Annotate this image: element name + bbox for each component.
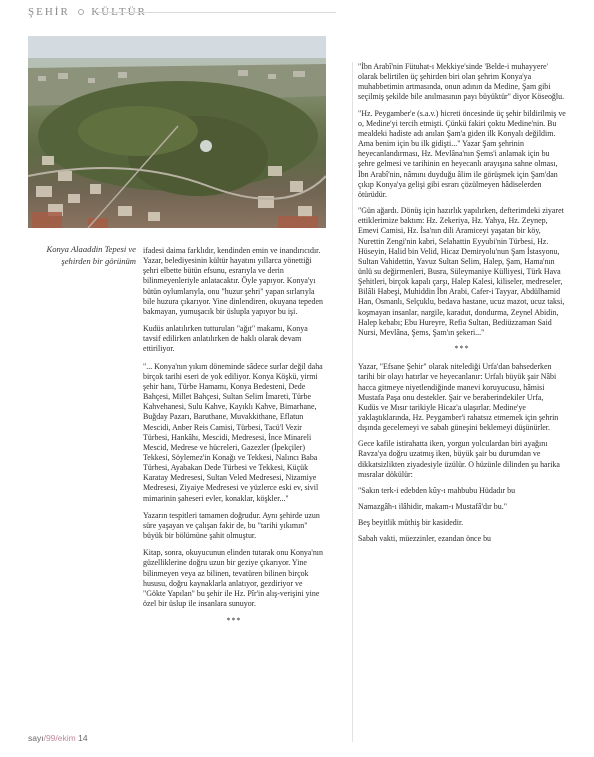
paragraph: "Gün ağardı. Dönüş için hazırlık yapılırken, defterimdeki ziyaret ettiklerimize baktım: Hz. Zekeriya, Hz. Yahya, Hz. Zeynep, Emevi Camisi, Hz. İsa'nın dili Aramiceyi yaşatan bir köy, Nurettin Zengi'nin kabri, Selahattin Eyyubi'nin Türbesi, Hz. Hüseyin, Halid bin Velid, Hicaz Demiryolu'nun Şam İstasyonu, Sultan Vahidettin, Yavuz Sultan Selim, Halep, Şam, Hama'nın ünlü su değirmenleri, Busra, Süleymaniye Külliyesi, Türk Hava Şehitleri, birçok kapalı çarşı, Halep Kalesi, kiliseler, medreseler, Bilâli Habeşi, Muhiddin İbn Arabi, Cafer-i Tayyar, Abdülhamid Han, Osmanlı, Selçuklu, bedava hastane, ucuz mazot, ucuz taksi, koşmayan insanlar, nargile, karadut, dondurma, Zeynel Abidin, Halep kebabı; Ebu Hureyre, Refia Sultan, Bediüzzaman Said Nursi, Mevlâna, Şems, Şam'ın şekeri..." xyxy=(358,206,565,337)
paragraph: Yazarın tespitleri tamamen doğrudur. Aynı şehirde uzun süre yaşayan ve çalışan fakir de, bu "tarihi yıkımın" büyük bir bölümüne şahit olmuştur. xyxy=(143,510,320,541)
page-number: 14 xyxy=(78,733,88,743)
column-divider xyxy=(352,62,353,742)
poem-line: Namazgâh-ı ilâhidir, makam-ı Mustafâ'dır bu." xyxy=(358,502,507,512)
paragraph: "... Konya'nın yıkım döneminde sâdece surlar değil daha birçok tarihi eseri de yok ediliyor. Konya Köşkü, yirmi şehir hanı, Türbe Hamamı, Konya Bedesteni, Dede Bahçesi, Millet Bahçesi, Sultan Selim İmareti, Türbe Kahvehanesi, Sulu Kahve, Kayıklı Kahve, Bimarhane, Buğday Pazarı, Baruthane, Muvakkithane, Eflatun Mescidi, Anber Reis Camisi, Türbesi, Tacü'l Vezir Türbesi, Hankâhı, Mescidi, Medresesi, İnce Minareli Mescid, Medrese ve hücreleri, Gazezler (İpekçiler) Tekkesi, Söylemez'in Konağı ve Tekkesi, Nalıncı Baba Türbesi, Ayabakan Dede Türbesi ve Tekkesi, Küçük Karatay Medresesi, Sultan Veled Medresesi, Nizamiye Medresesi, Ziyaiye Medresesi ve yüzlerce eski ev, sivil mimarinin şaheseri evler, konaklar, köşkler..." xyxy=(143,361,323,503)
paragraph: Gece kafile istirahatta iken, yorgun yolculardan biri ayağını Ravza'ya doğru uzatmış iken, büyük şair bu durumdan ve dikkatsizlikten ziyadesiyle üzülür. O hüzünle dilinden şu harika mısralar dökülür: xyxy=(358,439,560,479)
page-footer xyxy=(28,733,88,743)
header-rule xyxy=(96,12,336,13)
header-kultur: KÜLTÜR xyxy=(91,6,147,18)
poem-line: "Sakın terk-i edebden kûy-ı mahbubu Hüdadır bu xyxy=(358,485,516,495)
header-sehir: ŞEHİR xyxy=(28,6,70,18)
footer-month: ekim xyxy=(57,733,76,743)
paragraph: Yazar, "Efsane Şehir" olarak nitelediği Urfa'dan bahsederken tarihi bir olayı hatırlar ve heyecanlanır: Urfalı büyük şair Nâbi hacca gitmeye niyetlendiğinde manevi koruyucusu, hâmisi Mustafa Paşa onu destekler. Şair ve beraberindekiler Urfa, Kudüs ve Mısır tarikiyle Hicaz'a ulaşırlar. Medine'ye yaklaştıklarında, Hz. Peygamber'i rahatsız etmemek için şehrin dışında gecelemeyi ve sabah güneşini beklemeyi düşünürler. xyxy=(358,362,559,433)
footer-issue: /99/ xyxy=(43,733,58,743)
city-illustration xyxy=(28,36,326,228)
footer-label: sayı xyxy=(28,733,44,743)
paragraph: ifadesi daima farklıdır, kendinden emin ve inandırıcıdır. Yazar, belediyesinin kültür hayatını yıllarca yönettiği şehri elbette bütün efsunu, esrarıyla ve derin bilinmeyenleriyle anlatacaktır. Öyle yapıyor. Konya'yı bütün oylumlarıyla, onu "huzur şehri" yapan sırlarıyla bile huzura çıkarıyor. Yine dinlendiren, okuyana tepeden bakmayan, yumuşacık bir üslupla yapıyor bu işi. xyxy=(143,246,323,316)
article-column-right xyxy=(358,62,566,551)
paragraph: "Hz. Peygamber'e (s.a.v.) hicreti öncesinde üç şehir bildirilmiş ve o, Medine'yi tercih etmişti. Çünkü fakiri çoktu Medine'nin. Bu mealdeki hadiste adı anılan Şam'a giden ilk Konyalı değildim. Ama benim için bu ilk gidişti..." Yazar Şam şehrinin heyecanlandırması, Hz. Mevlâna'nın Şems'i anlamak için bu şehre gelmesi ve tarihinin en heyecanlı arayışına sahne olması, İbn Arabî'nin, nâmını duyduğu âlim ile görüşmek için Şam'dan çıkıp Konya'ya gelişi gibi esrarı çözülmeyen hâdiselerden ötürüdür. xyxy=(358,108,566,199)
paragraph: "İbn Arabî'nin Fütuhat-ı Mekkiye'sinde 'Belde-i muhayyere' olarak belirtilen üç şehirden biri olan şehrim Konya'ya muhabbetimin artmasında, onun adının da Medine, Şam gibi seçilmiş şekilde bile anılmasının payı büyüktür" diyor Köseoğlu. xyxy=(358,62,565,102)
paragraph: Kudüs anlatılırken tutturulan "ağıt" makamı, Konya tavsif edilirken anlatılırken de haklı olarak devam ettiriliyor. xyxy=(143,324,308,354)
konya-aerial-photo xyxy=(28,36,326,228)
article-column-middle xyxy=(143,246,325,634)
section-separator: *** xyxy=(226,616,242,626)
paragraph: Beş beyitlik müthiş bir kasidedir. xyxy=(358,518,464,528)
photo-caption: Konya Alaaddin Tepesi ve şehirden bir görünüm xyxy=(46,244,136,266)
header-dot-icon xyxy=(78,9,84,15)
paragraph: Sabah vakti, müezzinler, ezandan önce bu xyxy=(358,534,492,544)
section-separator: *** xyxy=(454,344,470,354)
paragraph: Kitap, sonra, okuyucunun elinden tutarak onu Konya'nın güzelliklerine doğru uzun bir geziye çıkarıyor. Yine bilinmeyen veya az bilinen, tevatüren bilinen birçok hususu, doğru kaynaklarla anlatıyor, gezdiriyor ve "Gökte Yapılan" bu şehir ile Hz. Pîr'in alış-verişini yine özel bir üslup ile insanlara sunuyor. xyxy=(143,548,323,608)
